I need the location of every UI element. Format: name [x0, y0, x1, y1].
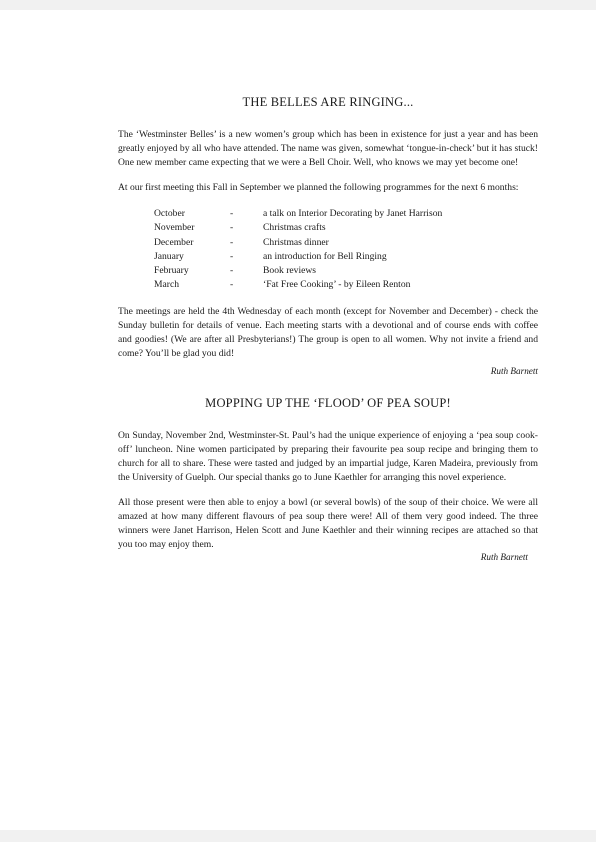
programme-month: January [154, 250, 184, 262]
programme-row [154, 207, 538, 221]
programme-dash: - [230, 236, 234, 248]
page-content [118, 95, 538, 562]
programme-description: Christmas crafts [263, 222, 326, 234]
author-signature: Ruth Barnett [480, 551, 528, 562]
programme-row [154, 264, 538, 278]
belles-paragraph-planning: At our first meeting this Fall in September we planned the following programmes for the next 6 months: [118, 182, 519, 193]
pea-soup-paragraph-cookoff: On Sunday, November 2nd, Westminster-St. Paul’s had the unique experience of enjoying a ‘pea soup cook-off’ luncheon. Nine women participated by preparing their favourite pea soup recipe and bringing them to church for all to share. These were tasted and judged by an impartial judge, Karen Madeira, previously from the University of Guelph. Our special thanks go to June Kaethler for arranging this novel experience. [118, 429, 538, 483]
programme-description: a talk on Interior Decorating by Janet Harrison [263, 208, 443, 219]
programme-dash: - [230, 208, 234, 219]
author-signature: Ruth Barnett [490, 365, 538, 376]
programme-dash: - [230, 250, 234, 262]
programme-month: March [154, 279, 180, 291]
programme-description: Book reviews [263, 265, 317, 277]
programme-row [154, 221, 538, 235]
belles-paragraph-intro: The ‘Westminster Belles’ is a new women’s group which has been in existence for just a year and has been greatly enjoyed by all who have attended. The name was given, somewhat ‘tongue-in-check’ but it has stuck! One new member came expecting that we were a Bell Choir. Well, who knows we may yet become one! [118, 129, 538, 168]
programme-row [154, 250, 538, 264]
programme-description: ‘Fat Free Cooking’ - by Eileen Renton [263, 279, 411, 291]
programme-month: November [154, 222, 195, 234]
article-title-belles: THE BELLES ARE RINGING... [242, 95, 414, 109]
programme-list [154, 207, 538, 293]
programme-description: an introduction for Bell Ringing [263, 250, 387, 262]
article-title-pea-soup: MOPPING UP THE ‘FLOOD’ OF PEA SOUP! [205, 395, 451, 410]
programme-month: December [154, 236, 194, 248]
programme-dash: - [230, 279, 234, 291]
programme-month: February [154, 265, 189, 277]
belles-paragraph-meetings: The meetings are held the 4th Wednesday of each month (except for November and December) - check the Sunday bulletin for details of venue. Each meeting starts with a devotional and of course ends with coffee and goodies! (We are after all Presbyterians!) The group is open to all women. Why not invite a friend and come? You’ll be glad you did! [118, 305, 538, 359]
programme-description: Christmas dinner [263, 236, 329, 248]
programme-month: October [154, 208, 185, 219]
document-page [0, 10, 596, 830]
programme-dash: - [230, 265, 234, 277]
programme-row [154, 278, 538, 292]
programme-dash: - [230, 222, 234, 234]
programme-row [154, 236, 538, 250]
pea-soup-paragraph-winners: All those present were then able to enjoy a bowl (or several bowls) of the soup of their choice. We were all amazed at how many different flavours of pea soup there were! All of them very good indeed. The three winners were Janet Harrison, Helen Scott and June Kaethler and their winning recipes are attached so that you too may enjoy them. [118, 496, 538, 550]
